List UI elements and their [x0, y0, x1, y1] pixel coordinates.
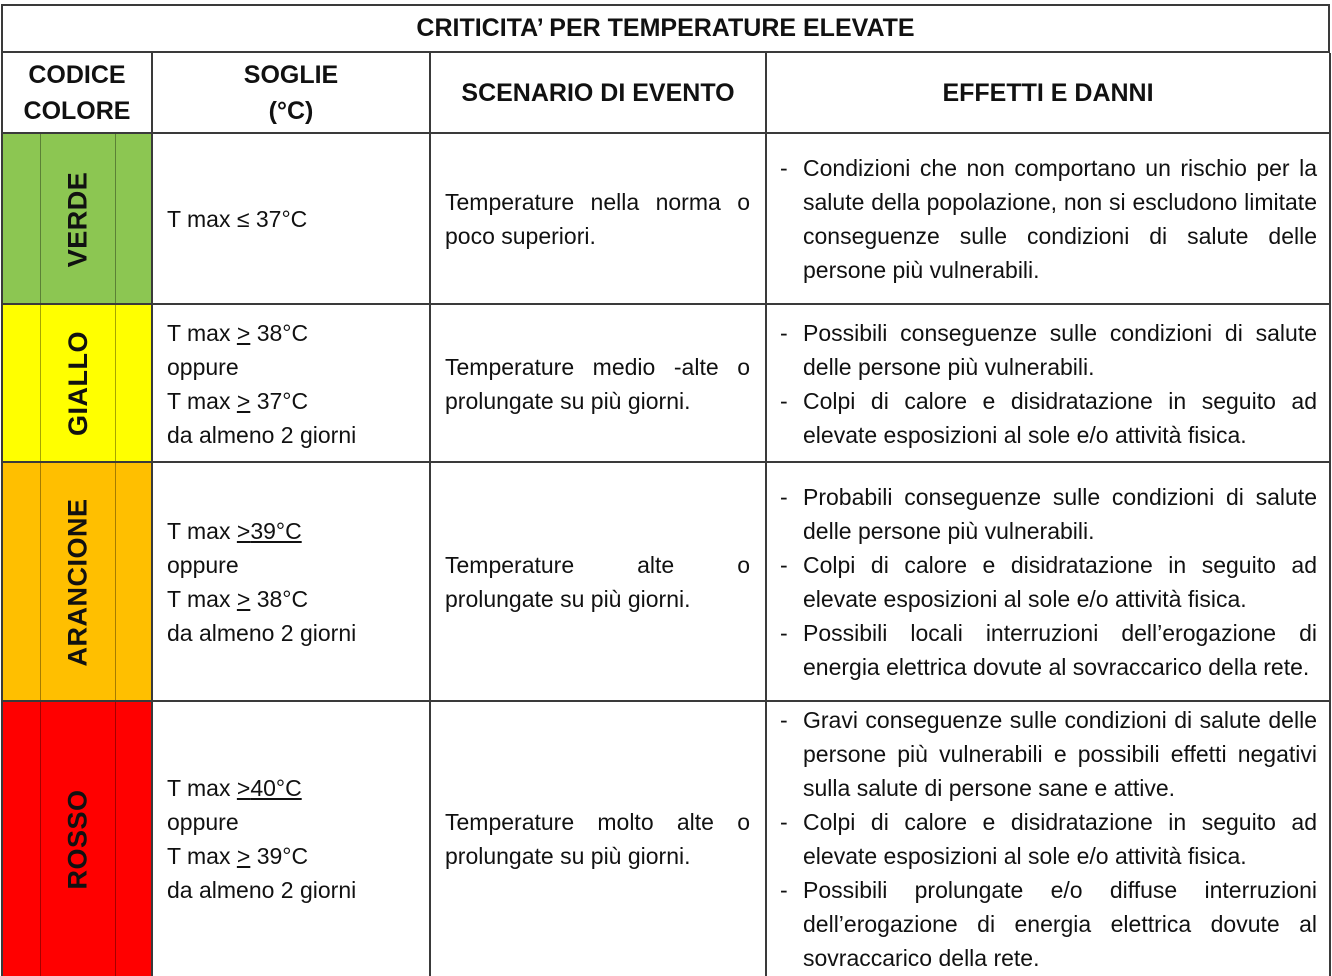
header-effetti: EFFETTI E DANNI — [942, 79, 1154, 107]
grid-line — [1, 461, 1331, 463]
soglie-arancione-days: da almeno 2 giorni — [167, 620, 357, 646]
list-item — [780, 805, 1317, 873]
soglie-giallo — [167, 305, 356, 462]
effetti-arancione — [780, 463, 1317, 701]
band-rosso — [2, 702, 152, 976]
effect-text: Probabili conseguenze sulle condizioni di salute delle persone più vulnerabili. — [803, 484, 1317, 544]
soglie-arancione — [167, 463, 356, 701]
tmax-label: T max — [167, 319, 237, 346]
grid-line — [429, 53, 431, 976]
scenario-giallo — [445, 305, 750, 462]
soglie-giallo-oppure: oppure — [167, 353, 239, 380]
code-rosso: ROSSO — [62, 788, 93, 890]
tmax-label: T max — [167, 843, 237, 869]
effect-text: Condizioni che non comportano un rischio per la salute della popolazione, non si escludono limitate conseguenze sulle condizioni di salute delle persone più vulnerabili. — [803, 155, 1317, 283]
soglie-rosso-oppure: oppure — [167, 809, 239, 835]
soglie-verde — [167, 134, 307, 304]
ge-symbol: > — [236, 387, 251, 414]
soglie-rosso-b — [167, 839, 356, 873]
header-soglie — [152, 53, 430, 133]
list-item — [780, 151, 1317, 287]
soglie-giallo-b — [167, 384, 356, 418]
code-giallo: GIALLO — [62, 331, 93, 436]
grid-line — [1, 53, 3, 976]
header-soglie-line1: SOGLIE — [243, 61, 339, 89]
scenario-verde-text: Temperature nella norma o poco superiori. — [445, 189, 750, 249]
bullet-dash: - — [780, 387, 788, 414]
tmax-label: T max — [167, 387, 237, 414]
soglie-rosso-days: da almeno 2 giorni — [167, 877, 357, 903]
soglie-giallo-a — [167, 316, 356, 350]
grid-line — [1329, 53, 1331, 976]
ge-symbol: > — [236, 775, 251, 801]
effect-text: Colpi di calore e disidratazione in seguito ad elevate esposizioni al sole e/o attività fisica. — [803, 552, 1317, 612]
tmax-label: T max — [167, 586, 237, 612]
soglie-arancione-oppure: oppure — [167, 552, 239, 578]
threshold-value: 39°C — [250, 518, 302, 544]
scenario-giallo-text: Temperature medio -alte o prolungate su più giorni. — [445, 353, 750, 414]
effetti-rosso — [780, 702, 1317, 976]
scenario-arancione-text: Temperature alte o prolungate su più giorni. — [445, 552, 750, 612]
bullet-dash: - — [780, 809, 788, 835]
grid-line — [1, 700, 1331, 702]
header-codice-line1: CODICE — [28, 61, 126, 89]
header-codice-colore — [2, 53, 152, 133]
bullet-dash: - — [780, 155, 788, 181]
soglie-arancione-b — [167, 582, 356, 616]
scenario-rosso — [445, 702, 750, 976]
list-item — [780, 316, 1317, 384]
effetti-verde — [780, 134, 1317, 304]
table-title: CRITICITA’ PER TEMPERATURE ELEVATE — [1, 4, 1330, 53]
threshold-value: 37°C — [250, 387, 309, 414]
grid-line — [151, 53, 153, 976]
ge-symbol: > — [236, 586, 251, 612]
soglie-verde-text: T max ≤ 37°C — [167, 206, 308, 232]
effect-text: Colpi di calore e disidratazione in seguito ad elevate esposizioni al sole e/o attività fisica. — [803, 387, 1317, 448]
bullet-dash: - — [780, 620, 788, 646]
effect-text: Possibili conseguenze sulle condizioni di salute delle persone più vulnerabili. — [803, 319, 1317, 380]
soglie-giallo-days: da almeno 2 giorni — [167, 421, 357, 448]
ge-symbol: > — [236, 319, 251, 346]
effect-text: Colpi di calore e disidratazione in seguito ad elevate esposizioni al sole e/o attività fisica. — [803, 809, 1317, 869]
list-item — [780, 548, 1317, 616]
bullet-dash: - — [780, 319, 788, 346]
effect-text: Possibili locali interruzioni dell’erogazione di energia elettrica dovute al sovraccarico della rete. — [803, 620, 1317, 680]
threshold-value: 38°C — [250, 319, 309, 346]
list-item — [780, 480, 1317, 548]
bullet-dash: - — [780, 484, 788, 510]
ge-symbol: > — [236, 518, 251, 544]
band-giallo — [2, 305, 152, 462]
bullet-dash: - — [780, 552, 788, 578]
scenario-rosso-text: Temperature molto alte o prolungate su più giorni. — [445, 809, 750, 869]
scenario-arancione — [445, 463, 750, 701]
ge-symbol: > — [236, 843, 251, 869]
header-soglie-line2: (°C) — [268, 97, 314, 125]
grid-line — [1, 303, 1331, 305]
soglie-rosso — [167, 702, 356, 976]
effetti-giallo — [780, 305, 1317, 462]
band-verde — [2, 134, 152, 304]
bullet-dash: - — [780, 877, 788, 903]
scenario-verde — [445, 134, 750, 304]
soglie-rosso-a — [167, 771, 356, 805]
list-item — [780, 703, 1317, 805]
tmax-label: T max — [167, 518, 237, 544]
threshold-value: 39°C — [250, 843, 309, 869]
header-codice-line2: COLORE — [23, 97, 131, 125]
list-item — [780, 873, 1317, 975]
code-arancione: ARANCIONE — [62, 497, 93, 667]
effect-text: Possibili prolungate e/o diffuse interruzioni dell’erogazione di energia elettrica dovute al sovraccarico della rete. — [803, 877, 1317, 971]
band-arancione — [2, 463, 152, 701]
header-scenario: SCENARIO DI EVENTO — [461, 79, 735, 107]
threshold-value: 40°C — [250, 775, 302, 801]
tmax-label: T max — [167, 775, 237, 801]
list-item — [780, 616, 1317, 684]
code-verde: VERDE — [62, 171, 93, 267]
list-item — [780, 384, 1317, 452]
bullet-dash: - — [780, 707, 788, 733]
grid-line — [1, 132, 1331, 134]
effect-text: Gravi conseguenze sulle condizioni di salute delle persone più vulnerabili e possibili effetti negativi sulla salute di persone sane e attive. — [803, 707, 1317, 801]
grid-line — [765, 53, 767, 976]
soglie-arancione-a — [167, 514, 356, 548]
threshold-value: 38°C — [250, 586, 309, 612]
